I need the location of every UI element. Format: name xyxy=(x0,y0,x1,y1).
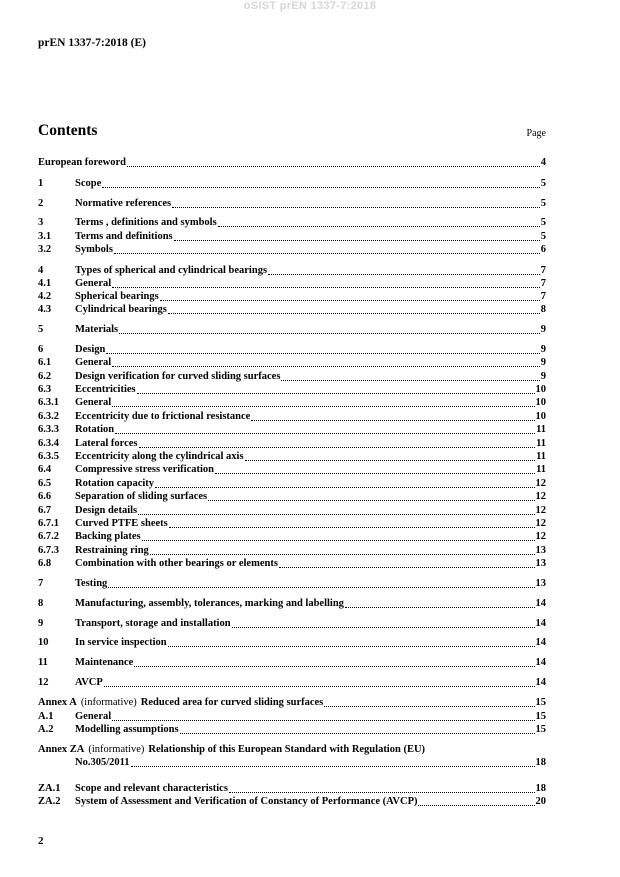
toc-entry-number: A.2 xyxy=(38,724,54,735)
dot-leader xyxy=(138,513,534,515)
toc-entry-title: Terms , definitions and symbols xyxy=(75,217,217,228)
toc-entry-number: 1 xyxy=(38,178,44,189)
toc-entry-page: 12 xyxy=(535,478,546,489)
toc-entry-page: 15 xyxy=(535,697,546,708)
toc-entry-title: Relationship of this European Standard with Regulation (EU) xyxy=(148,744,426,755)
contents-title: Contents xyxy=(38,122,98,139)
toc-entry-title: Design details xyxy=(75,505,138,516)
toc-entry-page: 18 xyxy=(535,757,546,768)
toc-entry-title: Curved PTFE sheets xyxy=(75,518,168,529)
toc-entry-page: 12 xyxy=(535,518,546,529)
toc-entry-title: Types of spherical and cylindrical bearings xyxy=(75,265,268,276)
page-number: 2 xyxy=(38,835,44,847)
dot-leader xyxy=(114,252,540,254)
toc-entry-number: 4.3 xyxy=(38,304,52,315)
toc-entry-number: 6 xyxy=(38,344,44,355)
toc-entry-number: 6.7 xyxy=(38,505,52,516)
toc-entry-title: Backing plates xyxy=(75,531,141,542)
toc-entry-number: 8 xyxy=(38,598,44,609)
toc-entry-za-1[interactable] xyxy=(38,782,546,795)
toc-entry-za-2[interactable] xyxy=(38,795,546,808)
dot-leader xyxy=(155,486,534,488)
dot-leader xyxy=(160,299,540,301)
toc-entry-title: Cylindrical bearings xyxy=(75,304,167,315)
toc-entry-6-1[interactable] xyxy=(38,356,546,369)
toc-entry-number: 6.8 xyxy=(38,558,52,569)
page-column-label: Page xyxy=(526,128,546,139)
dot-leader xyxy=(131,765,535,767)
dot-leader xyxy=(142,539,535,541)
toc-entry-title: Eccentricity due to frictional resistance xyxy=(75,411,251,422)
dot-leader xyxy=(137,392,535,394)
toc-entry-title: Spherical bearings xyxy=(75,291,159,302)
toc-entry-page: 14 xyxy=(535,657,546,668)
dot-leader xyxy=(324,705,534,707)
toc-entry-6-7-1[interactable] xyxy=(38,517,546,530)
toc-entry-number: 6.3.4 xyxy=(38,438,59,449)
dot-leader xyxy=(108,586,534,588)
toc-entry-title: General xyxy=(75,357,112,368)
dot-leader xyxy=(112,286,540,288)
dot-leader xyxy=(112,719,534,721)
toc-entry-3-2[interactable] xyxy=(38,243,546,256)
toc-entry-title: Terms and definitions xyxy=(75,231,173,242)
toc-entry-page: 11 xyxy=(536,424,546,435)
toc-entry-title: Separation of sliding surfaces xyxy=(75,491,208,502)
toc-entry-4-1[interactable] xyxy=(38,277,546,290)
toc-entry-page: 5 xyxy=(540,178,546,189)
toc-entry-6-7-3[interactable] xyxy=(38,544,546,557)
toc-entry-number: 6.3.3 xyxy=(38,424,59,435)
toc-entry-6-3-3[interactable] xyxy=(38,423,546,436)
toc-entry-page: 5 xyxy=(540,231,546,242)
toc-entry-title: General xyxy=(75,278,112,289)
toc-entry-number: 6.4 xyxy=(38,464,52,475)
dot-leader xyxy=(268,273,540,275)
toc-entry-4-3[interactable] xyxy=(38,303,546,316)
toc-entry-title: Rotation xyxy=(75,424,115,435)
toc-entry-12[interactable] xyxy=(38,676,546,689)
dot-leader xyxy=(208,499,534,501)
toc-entry-number: Annex ZA xyxy=(38,744,85,755)
toc-entry-number: 6.2 xyxy=(38,371,52,382)
toc-entry-6-2[interactable] xyxy=(38,370,546,383)
toc-entry-page: 10 xyxy=(535,411,546,422)
toc-entry-title: Scope xyxy=(75,178,102,189)
toc-entry-number: 4.1 xyxy=(38,278,52,289)
toc-entry-title: Transport, storage and installation xyxy=(75,618,231,629)
toc-entry-page: 5 xyxy=(540,198,546,209)
dot-leader xyxy=(215,472,535,474)
toc-entry-8[interactable] xyxy=(38,597,546,610)
toc-entry-annex-a[interactable] xyxy=(38,696,546,709)
toc-entry-title: Maintenance xyxy=(75,657,134,668)
toc-entry-number: 6.3.5 xyxy=(38,451,59,462)
toc-entry-6-7-2[interactable] xyxy=(38,530,546,543)
toc-entry-number: 6.7.1 xyxy=(38,518,59,529)
dot-leader xyxy=(279,566,535,568)
toc-entry-page: 12 xyxy=(535,491,546,502)
toc-entry-7[interactable] xyxy=(38,577,546,590)
toc-entry-6[interactable] xyxy=(38,343,546,356)
toc-entry-title: Symbols xyxy=(75,244,113,255)
toc-entry-number: 6.1 xyxy=(38,357,52,368)
dot-leader xyxy=(229,791,535,793)
toc-entry-page: 7 xyxy=(540,265,546,276)
toc-entry-page: 14 xyxy=(535,618,546,629)
toc-entry-title-continued: No.305/2011 xyxy=(75,757,130,768)
toc-entry-6-4[interactable] xyxy=(38,463,546,476)
toc-entry-3[interactable] xyxy=(38,216,546,229)
toc-entry-page: 11 xyxy=(536,438,546,449)
toc-entry-page: 15 xyxy=(535,711,546,722)
dot-leader xyxy=(345,606,535,608)
toc-entry-number: 2 xyxy=(38,198,44,209)
toc-entry-page: 14 xyxy=(535,637,546,648)
toc-entry-a-2[interactable] xyxy=(38,723,546,736)
toc-entry-page: 6 xyxy=(540,244,546,255)
annex-informative-label: (informative) xyxy=(80,697,137,708)
toc-entry-title: Normative references xyxy=(75,198,172,209)
toc-entry-number: 10 xyxy=(38,637,49,648)
dot-leader xyxy=(281,379,539,381)
toc-entry-page: 13 xyxy=(535,578,546,589)
toc-entry-number: Annex A xyxy=(38,697,77,708)
toc-entry-10[interactable] xyxy=(38,636,546,649)
toc-entry-6-3-2[interactable] xyxy=(38,410,546,423)
toc-entry-number: 9 xyxy=(38,618,44,629)
toc-entry-page: 13 xyxy=(535,558,546,569)
dot-leader xyxy=(218,225,540,227)
dot-leader xyxy=(119,332,540,334)
toc-entry-title: European foreword xyxy=(38,157,126,168)
toc-entry-page: 9 xyxy=(540,324,546,335)
toc-entry-6-3-5[interactable] xyxy=(38,450,546,463)
toc-entry-title: Materials xyxy=(75,324,119,335)
toc-entry-5[interactable] xyxy=(38,323,546,336)
toc-entry-number: 6.6 xyxy=(38,491,52,502)
toc-entry-number: 4.2 xyxy=(38,291,52,302)
toc-entry-number: 12 xyxy=(38,677,49,688)
dot-leader xyxy=(418,804,534,806)
toc-entry-title: Scope and relevant characteristics xyxy=(75,783,228,794)
toc-entry-number: ZA.2 xyxy=(38,796,61,807)
toc-entry-title: Compressive stress verification xyxy=(75,464,215,475)
toc-entry-number: 11 xyxy=(38,657,48,668)
document-id: prEN 1337-7:2018 (E) xyxy=(38,37,146,49)
toc-entry-number: ZA.1 xyxy=(38,783,61,794)
toc-entry-page: 18 xyxy=(535,783,546,794)
dot-leader xyxy=(174,239,540,241)
toc-entry-title: Restraining ring xyxy=(75,545,149,556)
toc-entry-title: General xyxy=(75,711,112,722)
dot-leader xyxy=(115,432,535,434)
toc-entry-page: 10 xyxy=(535,397,546,408)
dot-leader xyxy=(180,732,535,734)
toc-entry-page: 15 xyxy=(535,724,546,735)
toc-entry-title: Rotation capacity xyxy=(75,478,155,489)
toc-entry-number: 3.1 xyxy=(38,231,52,242)
toc-entry-title: General xyxy=(75,397,112,408)
dot-leader xyxy=(134,665,534,667)
watermark: oSIST prEN 1337-7:2018 xyxy=(243,0,377,12)
toc-entry-title: Reduced area for curved sliding surfaces xyxy=(140,697,324,708)
dot-leader xyxy=(169,526,535,528)
toc-entry-page: 5 xyxy=(540,217,546,228)
toc-entry-title: System of Assessment and Verification of Constancy of Performance (AVCP) xyxy=(75,796,418,807)
toc-entry-title: AVCP xyxy=(75,677,103,688)
toc-entry-page: 12 xyxy=(535,531,546,542)
dot-leader xyxy=(102,186,540,188)
toc-entry-page: 14 xyxy=(535,677,546,688)
toc-entry-4-2[interactable] xyxy=(38,290,546,303)
dot-leader xyxy=(139,446,536,448)
toc-entry-page: 9 xyxy=(540,344,546,355)
dot-leader xyxy=(232,626,535,628)
toc-entry-page: 12 xyxy=(535,505,546,516)
toc-entry-title: Eccentricity along the cylindrical axis xyxy=(75,451,244,462)
toc-entry-2[interactable] xyxy=(38,197,546,210)
toc-entry-page: 7 xyxy=(540,291,546,302)
annex-informative-label: (informative) xyxy=(88,744,145,755)
toc-entry-11[interactable] xyxy=(38,656,546,669)
dot-leader xyxy=(168,312,540,314)
toc-entry-1[interactable] xyxy=(38,177,546,190)
toc-entry-6-5[interactable] xyxy=(38,477,546,490)
toc-entry-a-1[interactable] xyxy=(38,710,546,723)
toc-entry-page: 20 xyxy=(535,796,546,807)
toc-entry-title: In service inspection xyxy=(75,637,167,648)
toc-entry-page: 14 xyxy=(535,598,546,609)
toc-entry-page: 11 xyxy=(536,451,546,462)
toc-entry-foreword[interactable] xyxy=(38,156,546,169)
toc-entry-3-1[interactable] xyxy=(38,230,546,243)
toc-entry-title: Modelling assumptions xyxy=(75,724,179,735)
dot-leader xyxy=(112,365,540,367)
toc-entry-title: Manufacturing, assembly, tolerances, marking and labelling xyxy=(75,598,344,609)
toc-entry-number: 5 xyxy=(38,324,44,335)
toc-entry-number: 6.3.1 xyxy=(38,397,59,408)
toc-entry-continuation[interactable] xyxy=(75,756,546,769)
toc-entry-title: Testing xyxy=(75,578,108,589)
toc-entry-page: 9 xyxy=(540,357,546,368)
toc-entry-number: 4 xyxy=(38,265,44,276)
dot-leader xyxy=(168,645,535,647)
toc-entry-number: 7 xyxy=(38,578,44,589)
dot-leader xyxy=(112,405,534,407)
toc-entry-page: 4 xyxy=(540,157,546,168)
toc-entry-number: 6.3.2 xyxy=(38,411,59,422)
toc-entry-title: Eccentricities xyxy=(75,384,136,395)
toc-entry-4[interactable] xyxy=(38,264,546,277)
dot-leader xyxy=(251,419,534,421)
toc-entry-page: 11 xyxy=(536,464,546,475)
toc-entry-page: 8 xyxy=(540,304,546,315)
toc-entry-number: 3 xyxy=(38,217,44,228)
toc-entry-6-3-4[interactable] xyxy=(38,437,546,450)
toc-entry-6-3-1[interactable] xyxy=(38,396,546,409)
toc-entry-9[interactable] xyxy=(38,617,546,630)
toc-entry-page: 7 xyxy=(540,278,546,289)
toc-entry-number: 6.3 xyxy=(38,384,52,395)
dot-leader xyxy=(104,685,535,687)
toc-entry-title: Combination with other bearings or elements xyxy=(75,558,278,569)
dot-leader xyxy=(172,206,540,208)
toc-entry-6-7[interactable] xyxy=(38,504,546,517)
dot-leader xyxy=(106,352,539,354)
toc-entry-page: 13 xyxy=(535,545,546,556)
toc-entry-number: 3.2 xyxy=(38,244,52,255)
toc-entry-6-8[interactable] xyxy=(38,557,546,570)
toc-entry-page: 9 xyxy=(540,371,546,382)
toc-entry-title: Lateral forces xyxy=(75,438,138,449)
toc-entry-title: Design xyxy=(75,344,106,355)
toc-entry-title: Design verification for curved sliding surfaces xyxy=(75,371,281,382)
toc-entry-annex-za[interactable] xyxy=(38,743,546,756)
toc-entry-page: 10 xyxy=(535,384,546,395)
dot-leader xyxy=(127,165,540,167)
dot-leader xyxy=(245,459,536,461)
dot-leader xyxy=(150,553,535,555)
toc-entry-number: 6.7.3 xyxy=(38,545,59,556)
toc-entry-number: 6.7.2 xyxy=(38,531,59,542)
toc-entry-6-3[interactable] xyxy=(38,383,546,396)
toc-entry-6-6[interactable] xyxy=(38,490,546,503)
toc-entry-number: 6.5 xyxy=(38,478,52,489)
toc-entry-number: A.1 xyxy=(38,711,54,722)
